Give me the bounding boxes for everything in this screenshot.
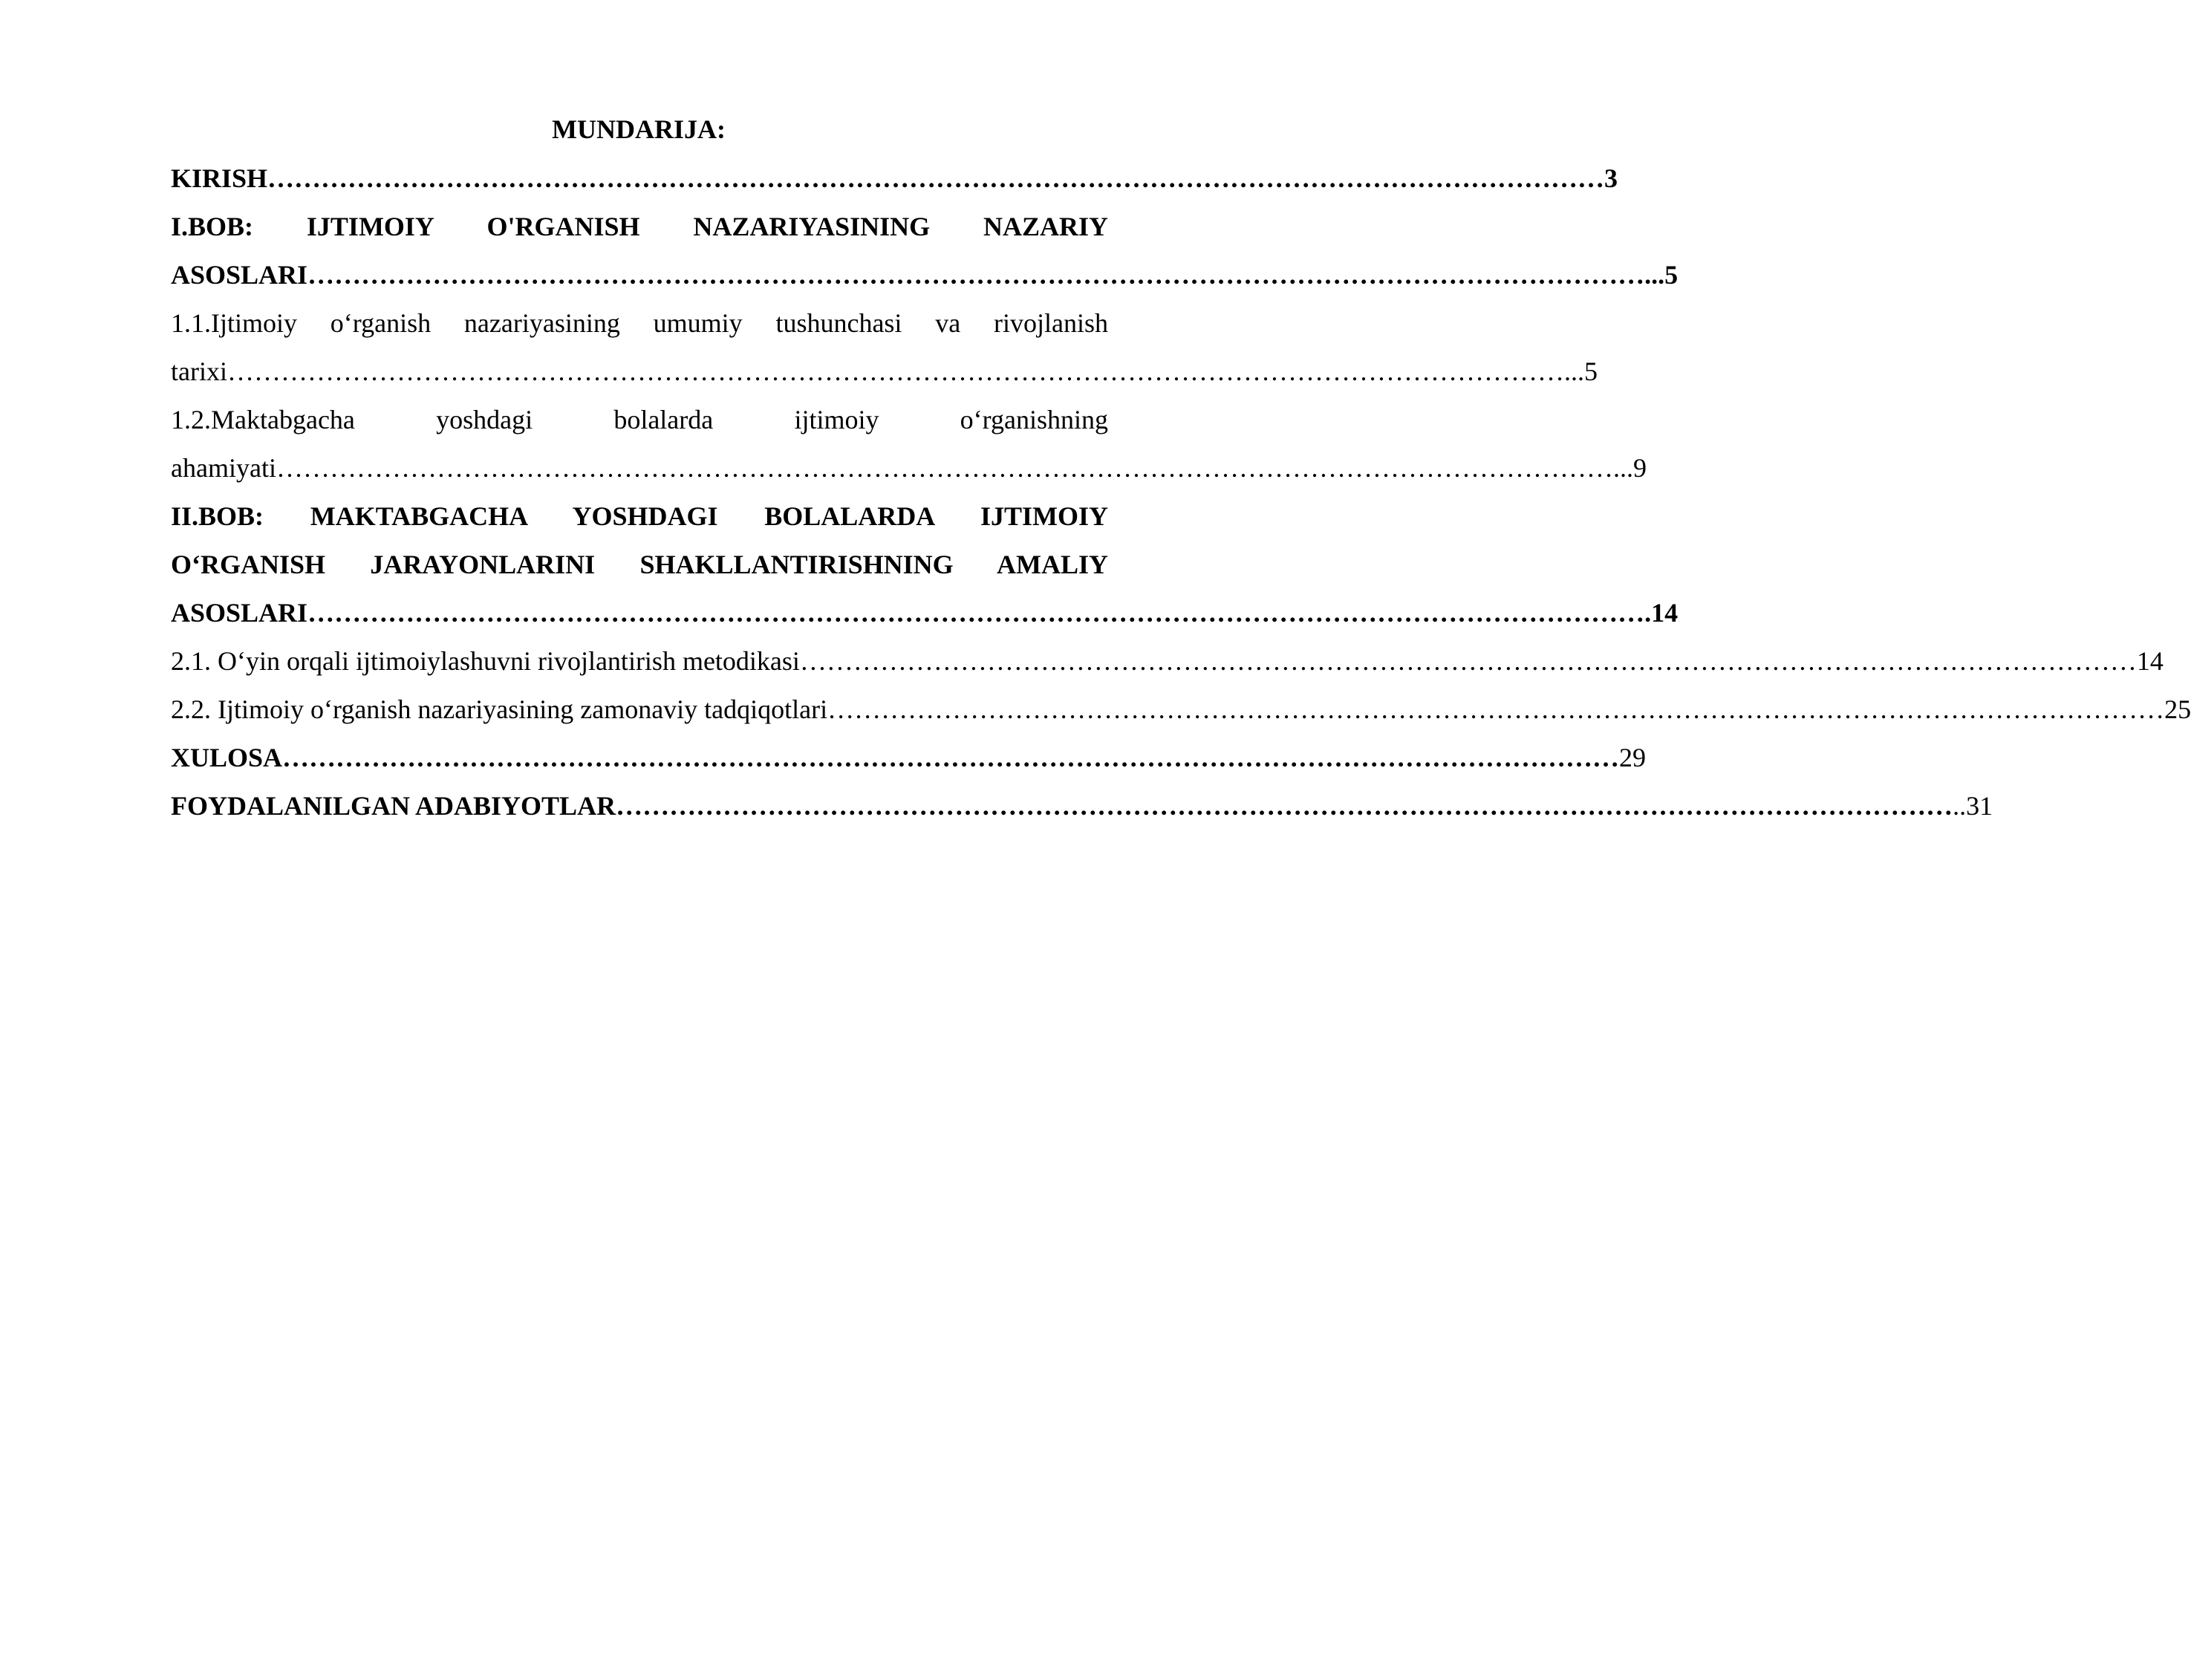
toc-entry-xulosa (171, 741, 1647, 774)
toc-word: rivojlanish (994, 308, 1108, 338)
toc-word: tushunchasi (775, 308, 902, 338)
toc-entry-chapter-2-line2 (171, 548, 1108, 581)
toc-page-number: ..31 (1953, 791, 1993, 821)
toc-word: va (935, 308, 961, 338)
toc-entry-2-2 (171, 693, 2191, 726)
toc-word: o‘rganishning (960, 405, 1108, 434)
toc-entry-references (171, 789, 1993, 822)
toc-page-number: ...5 (1563, 356, 1598, 386)
toc-leader-dots: …………………………………………………………………………………………………………………………………… (307, 598, 1645, 628)
toc-word: 1.2.Maktabgacha (171, 405, 355, 434)
toc-leader-dots: …………………………………………………………………………………………………………………………………… (799, 646, 2137, 676)
toc-word: I.BOB: (171, 212, 254, 241)
toc-word: II.BOB: (171, 501, 264, 531)
toc-leader-dots: …………………………………………………………………………………………………………………………………… (267, 163, 1605, 193)
toc-word: o‘rganish (330, 308, 432, 338)
toc-word: bolalarda (613, 405, 714, 434)
toc-word: IJTIMOIY (980, 501, 1109, 531)
toc-entry-label: FOYDALANILGAN ADABIYOTLAR (171, 791, 616, 821)
toc-word: O'RGANISH (486, 212, 640, 241)
toc-word: NAZARIY (983, 212, 1109, 241)
toc-entry-chapter-2-line3 (171, 596, 1679, 629)
toc-word: NAZARIYASINING (693, 212, 931, 241)
toc-word: YOSHDAGI (572, 501, 718, 531)
toc-entry-label: tarixi (171, 356, 227, 386)
toc-word: nazariyasining (463, 308, 620, 338)
toc-entry-chapter-1-line2 (171, 258, 1679, 291)
toc-word: IJTIMOIY (306, 212, 434, 241)
toc-page-number: ...9 (1612, 453, 1647, 483)
toc-entry-label: ASOSLARI (171, 598, 308, 628)
toc-word: O‘RGANISH (171, 550, 326, 579)
toc-entry-1-1-line1 (171, 307, 1108, 339)
toc-entry-2-1 (171, 645, 2164, 677)
toc-page-number: ...5 (1644, 260, 1679, 290)
page-title: MUNDARIJA: (552, 114, 726, 144)
toc-word: umumiy (653, 308, 743, 338)
toc-entry-label: KIRISH (171, 163, 268, 193)
toc-leader-dots: …………………………………………………………………………………………………………………………………… (616, 791, 1953, 821)
toc-entry-1-2-line2 (171, 452, 1647, 484)
toc-entry-1-1-line2 (171, 355, 1598, 388)
toc-word: BOLALARDA (764, 501, 934, 531)
toc-word: JARAYONLARINI (370, 550, 596, 579)
toc-word: SHAKLLANTIRISHNING (639, 550, 954, 579)
toc-leader-dots: …………………………………………………………………………………………………………………………………… (307, 260, 1645, 290)
toc-page-number: .14 (1644, 598, 1679, 628)
toc-entry-kirish (171, 162, 1618, 195)
toc-word: MAKTABGACHA (310, 501, 527, 531)
toc-page-number: 3 (1604, 163, 1618, 193)
toc-leader-dots: …………………………………………………………………………………………………………………………………… (827, 694, 2165, 724)
toc-entry-label: XULOSA (171, 743, 283, 772)
toc-entry-chapter-1-line1 (171, 210, 1108, 243)
toc-entry-1-2-line1 (171, 403, 1108, 436)
toc-word: ijtimoiy (794, 405, 879, 434)
toc-page-number: 25 (2164, 694, 2191, 724)
toc-word: 1.1.Ijtimoiy (171, 308, 297, 338)
toc-leader-dots: …………………………………………………………………………………………………………………………………… (227, 356, 1564, 386)
toc-page-number: 14 (2136, 646, 2164, 676)
toc-word: AMALIY (997, 550, 1108, 579)
toc-entry-label: ahamiyati (171, 453, 276, 483)
toc-page-number: 29 (1619, 743, 1647, 772)
toc-word: yoshdagi (436, 405, 533, 434)
toc-entry-label: ASOSLARI (171, 260, 308, 290)
toc-entry-label: 2.2. Ijtimoiy o‘rganish nazariyasining zamonaviy tadqiqotlari (171, 694, 828, 724)
toc-leader-dots: …………………………………………………………………………………………………………………………………… (276, 453, 1613, 483)
toc-leader-dots: …………………………………………………………………………………………………………………………………… (282, 743, 1620, 772)
toc-entry-chapter-2-line1 (171, 500, 1108, 533)
toc-entry-label: 2.1. O‘yin orqali ijtimoiylashuvni rivojlantirish metodikasi (171, 646, 800, 676)
